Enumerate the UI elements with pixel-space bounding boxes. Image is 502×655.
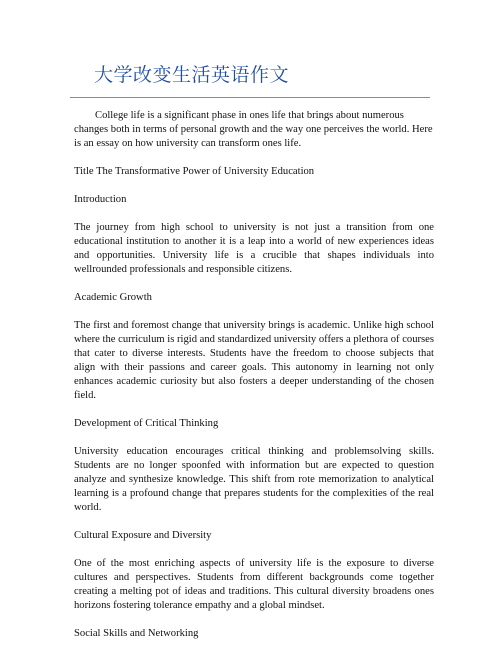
- section-text-cultural-exposure: One of the most enriching aspects of university life is the exposure to diverse cultures and perspectives. Students from different backgrounds come together creating a melting pot of ideas and traditions. This cultural diversity broadens ones horizons fostering tolerance empathy and a global mindset.: [74, 558, 434, 611]
- title-underline: [70, 97, 430, 98]
- essay-title: Title The Transformative Power of University Education: [74, 166, 315, 177]
- section-heading-social-skills: Social Skills and Networking: [74, 628, 199, 639]
- document-body: [74, 109, 434, 655]
- section-heading-introduction: Introduction: [74, 194, 127, 205]
- section-text-introduction: The journey from high school to university is not just a transition from one educational institution to another it is a leap into a world of new experiences ideas and opportunities. University life is a crucible that shapes individuals into wellrounded professionals and responsible citizens.: [74, 222, 434, 275]
- section-heading-critical-thinking: Development of Critical Thinking: [74, 418, 219, 429]
- section-text-critical-thinking: University education encourages critical thinking and problemsolving skills. Students are no longer spoonfed with information but are expected to question analyze and synthesize knowledge. This shift from rote memorization to analytical learning is a profound change that prepares students for the complexities of the real world.: [74, 446, 434, 513]
- section-heading-academic-growth: Academic Growth: [74, 292, 152, 303]
- section-heading-cultural-exposure: Cultural Exposure and Diversity: [74, 530, 212, 541]
- section-text-academic-growth: The first and foremost change that university brings is academic. Unlike high school where the curriculum is rigid and standardized university offers a plethora of courses that cater to diverse interests. Students have the freedom to choose subjects that align with their passions and career goals. This autonomy in learning not only enhances academic curiosity but also fosters a deeper understanding of the chosen field.: [74, 320, 434, 401]
- document-title: 大学改变生活英语作文: [94, 64, 290, 86]
- intro-paragraph: College life is a significant phase in ones life that brings about numerous changes both in terms of personal growth and the way one perceives the world. Here is an essay on how university can transform ones life.: [74, 110, 433, 149]
